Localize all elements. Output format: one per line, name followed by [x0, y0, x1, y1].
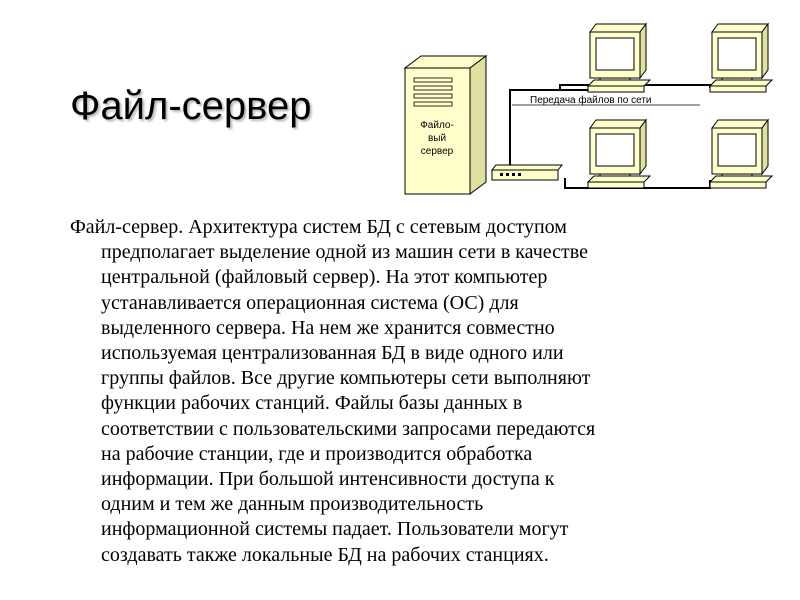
body-line: информации. При большой интенсивности доступа к	[101, 468, 555, 491]
body-line: Файл-сервер. Архитектура систем БД с сетевым доступом	[70, 216, 567, 238]
workstation-icon	[710, 24, 772, 92]
body-line: соответствии с пользовательскими запросами передаются	[101, 417, 596, 440]
workstation-icon	[710, 120, 772, 188]
body-line: одним и тем же данным производительность	[101, 493, 484, 516]
body-line: функции рабочих станций. Файлы базы данных в	[101, 392, 523, 415]
body-paragraph	[70, 215, 770, 568]
body-line: используемая централизованная БД в виде одного или	[101, 342, 564, 365]
workstation-icon	[588, 120, 650, 188]
server-label-line-2: вый	[427, 133, 447, 144]
body-line: предполагает выделение одной из машин сети в качестве	[101, 241, 589, 264]
body-line: устанавливается операционная система (ОС) для	[101, 291, 519, 314]
body-line: выделенного сервера. На нем же хранится совместно	[101, 316, 555, 339]
server-label-line-3: сервер	[420, 146, 454, 157]
server-tower-icon	[405, 56, 486, 194]
slide-title: Файл-сервер	[70, 84, 312, 128]
workstation-icon	[588, 24, 650, 92]
network-label: Передача файлов по сети	[530, 95, 652, 106]
body-line: на рабочие станции, где и производится обработка	[101, 442, 533, 465]
server-label-line-1: Файло-	[420, 120, 454, 131]
body-line: создавать также локальные БД на рабочих станциях.	[101, 543, 549, 566]
body-line: группы файлов. Все другие компьютеры сети выполняют	[101, 367, 591, 390]
body-line: информационной системы падает. Пользователи могут	[101, 518, 569, 541]
body-line: центральной (файловый сервер). На этот компьютер	[101, 266, 548, 289]
network-hub-icon	[492, 165, 562, 180]
file-server-network-diagram	[400, 10, 790, 210]
